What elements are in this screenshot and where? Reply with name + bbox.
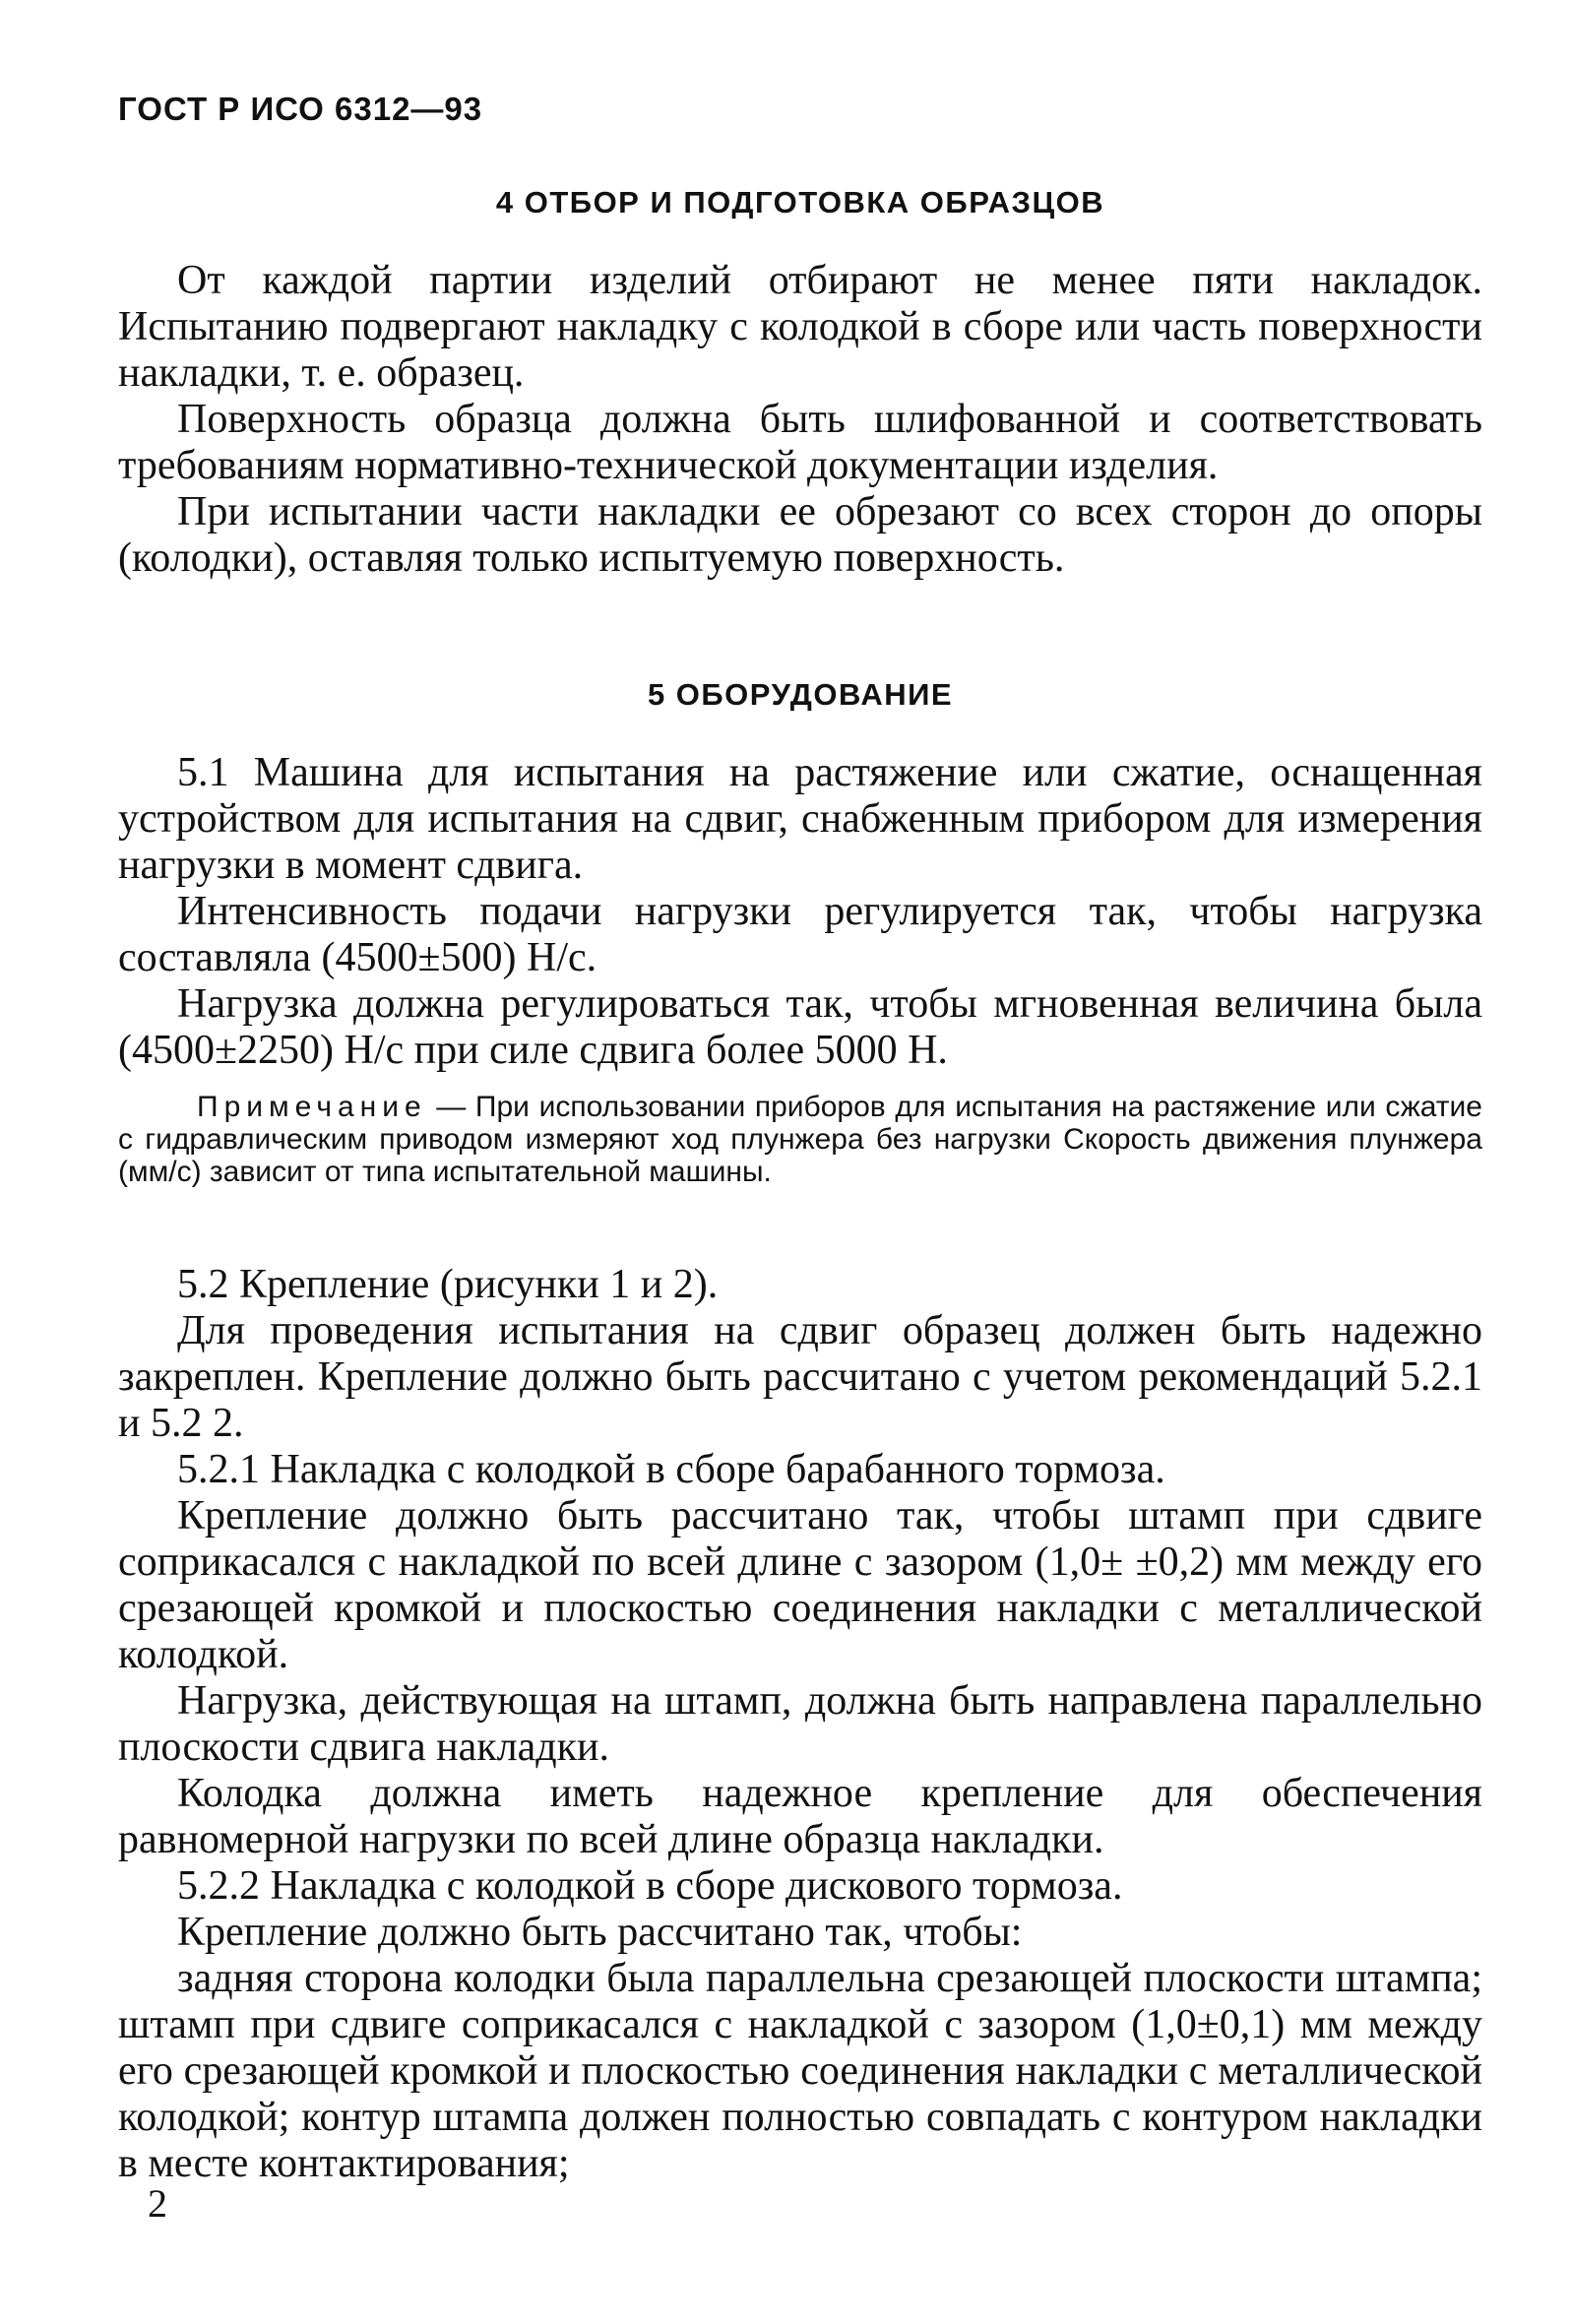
paragraph: Нагрузка должна регулироваться так, чтобы мгновенная величина была (4500±2250) Н/с при силе сдвига более 5000 Н.	[118, 981, 1482, 1073]
note	[118, 1091, 1482, 1188]
paragraph: 5.2.2 Накладка с колодкой в сборе дискового тормоза.	[177, 1863, 1123, 1909]
paragraph: задняя сторона колодки была параллельна срезающей плоскости штампа; штамп при сдвиге соприкасался с накладкой с зазором (1,0±0,1) мм между его срезающей кромкой и плоскостью соединения накладки с металлической колодкой; контур штампа должен полностью совпадать с контуром накладки в месте контактирования;	[118, 1956, 1482, 2186]
paragraph: 5.2 Крепление (рисунки 1 и 2).	[177, 1262, 719, 1307]
paragraph: Нагрузка, действующая на штамп, должна быть направлена параллельно плоскости сдвига накладки.	[118, 1678, 1482, 1770]
paragraph: От каждой партии изделий отбирают не менее пяти накладок. Испытанию подвергают накладку с колодкой в сборе или часть поверхности накладки, т. е. образец.	[118, 258, 1482, 396]
section-4-title: 4 ОТБОР И ПОДГОТОВКА ОБРАЗЦОВ	[495, 185, 1105, 220]
note-text: — При использовании приборов для испытания на растяжение или сжатие с гидравлическим приводом измеряют ход плунжера без нагрузки Скорость движения плунжера (мм/с) зависит от типа испытательной машины.	[118, 1091, 1482, 1188]
note-label: Примечание	[197, 1091, 427, 1123]
paragraph: Для проведения испытания на сдвиг образец должен быть надежно закреплен. Крепление должно быть рассчитано с учетом рекомендаций 5.2.1 и 5.2 2.	[118, 1308, 1482, 1446]
section-5-title: 5 ОБОРУДОВАНИЕ	[647, 677, 954, 712]
section-5-body-b	[118, 1262, 1482, 2187]
standard-code-header: ГОСТ Р ИСО 6312—93	[118, 91, 483, 127]
paragraph: Поверхность образца должна быть шлифованной и соответствовать требованиям нормативно-технической документации изделия.	[118, 397, 1482, 488]
paragraph: Крепление должно быть рассчитано так, чтобы:	[177, 1910, 1023, 1955]
page-number: 2	[148, 2181, 167, 2226]
paragraph: 5.2.1 Накладка с колодкой в сборе барабанного тормоза.	[177, 1447, 1165, 1492]
paragraph: 5.1 Машина для испытания на растяжение или сжатие, оснащенная устройством для испытания на сдвиг, снабженным прибором для измерения нагрузки в момент сдвига.	[118, 750, 1482, 888]
paragraph: Колодка должна иметь надежное крепление для обеспечения равномерной нагрузки по всей длине образца накладки.	[118, 1771, 1482, 1862]
section-4-body	[118, 258, 1482, 582]
section-5-body-a	[118, 750, 1482, 1084]
note-block	[118, 1091, 1482, 1188]
paragraph: Крепление должно быть рассчитано так, чтобы штамп при сдвиге соприкасался с накладкой по всей длине с зазором (1,0± ±0,2) мм между его срезающей кромкой и плоскостью соединения накладки с металлической колодкой.	[118, 1493, 1482, 1677]
paragraph: При испытании части накладки ее обрезают со всех сторон до опоры (колодки), оставляя только испытуемую поверхность.	[118, 489, 1482, 581]
paragraph: Интенсивность подачи нагрузки регулируется так, чтобы нагрузка составляла (4500±500) Н/с.	[118, 889, 1482, 980]
